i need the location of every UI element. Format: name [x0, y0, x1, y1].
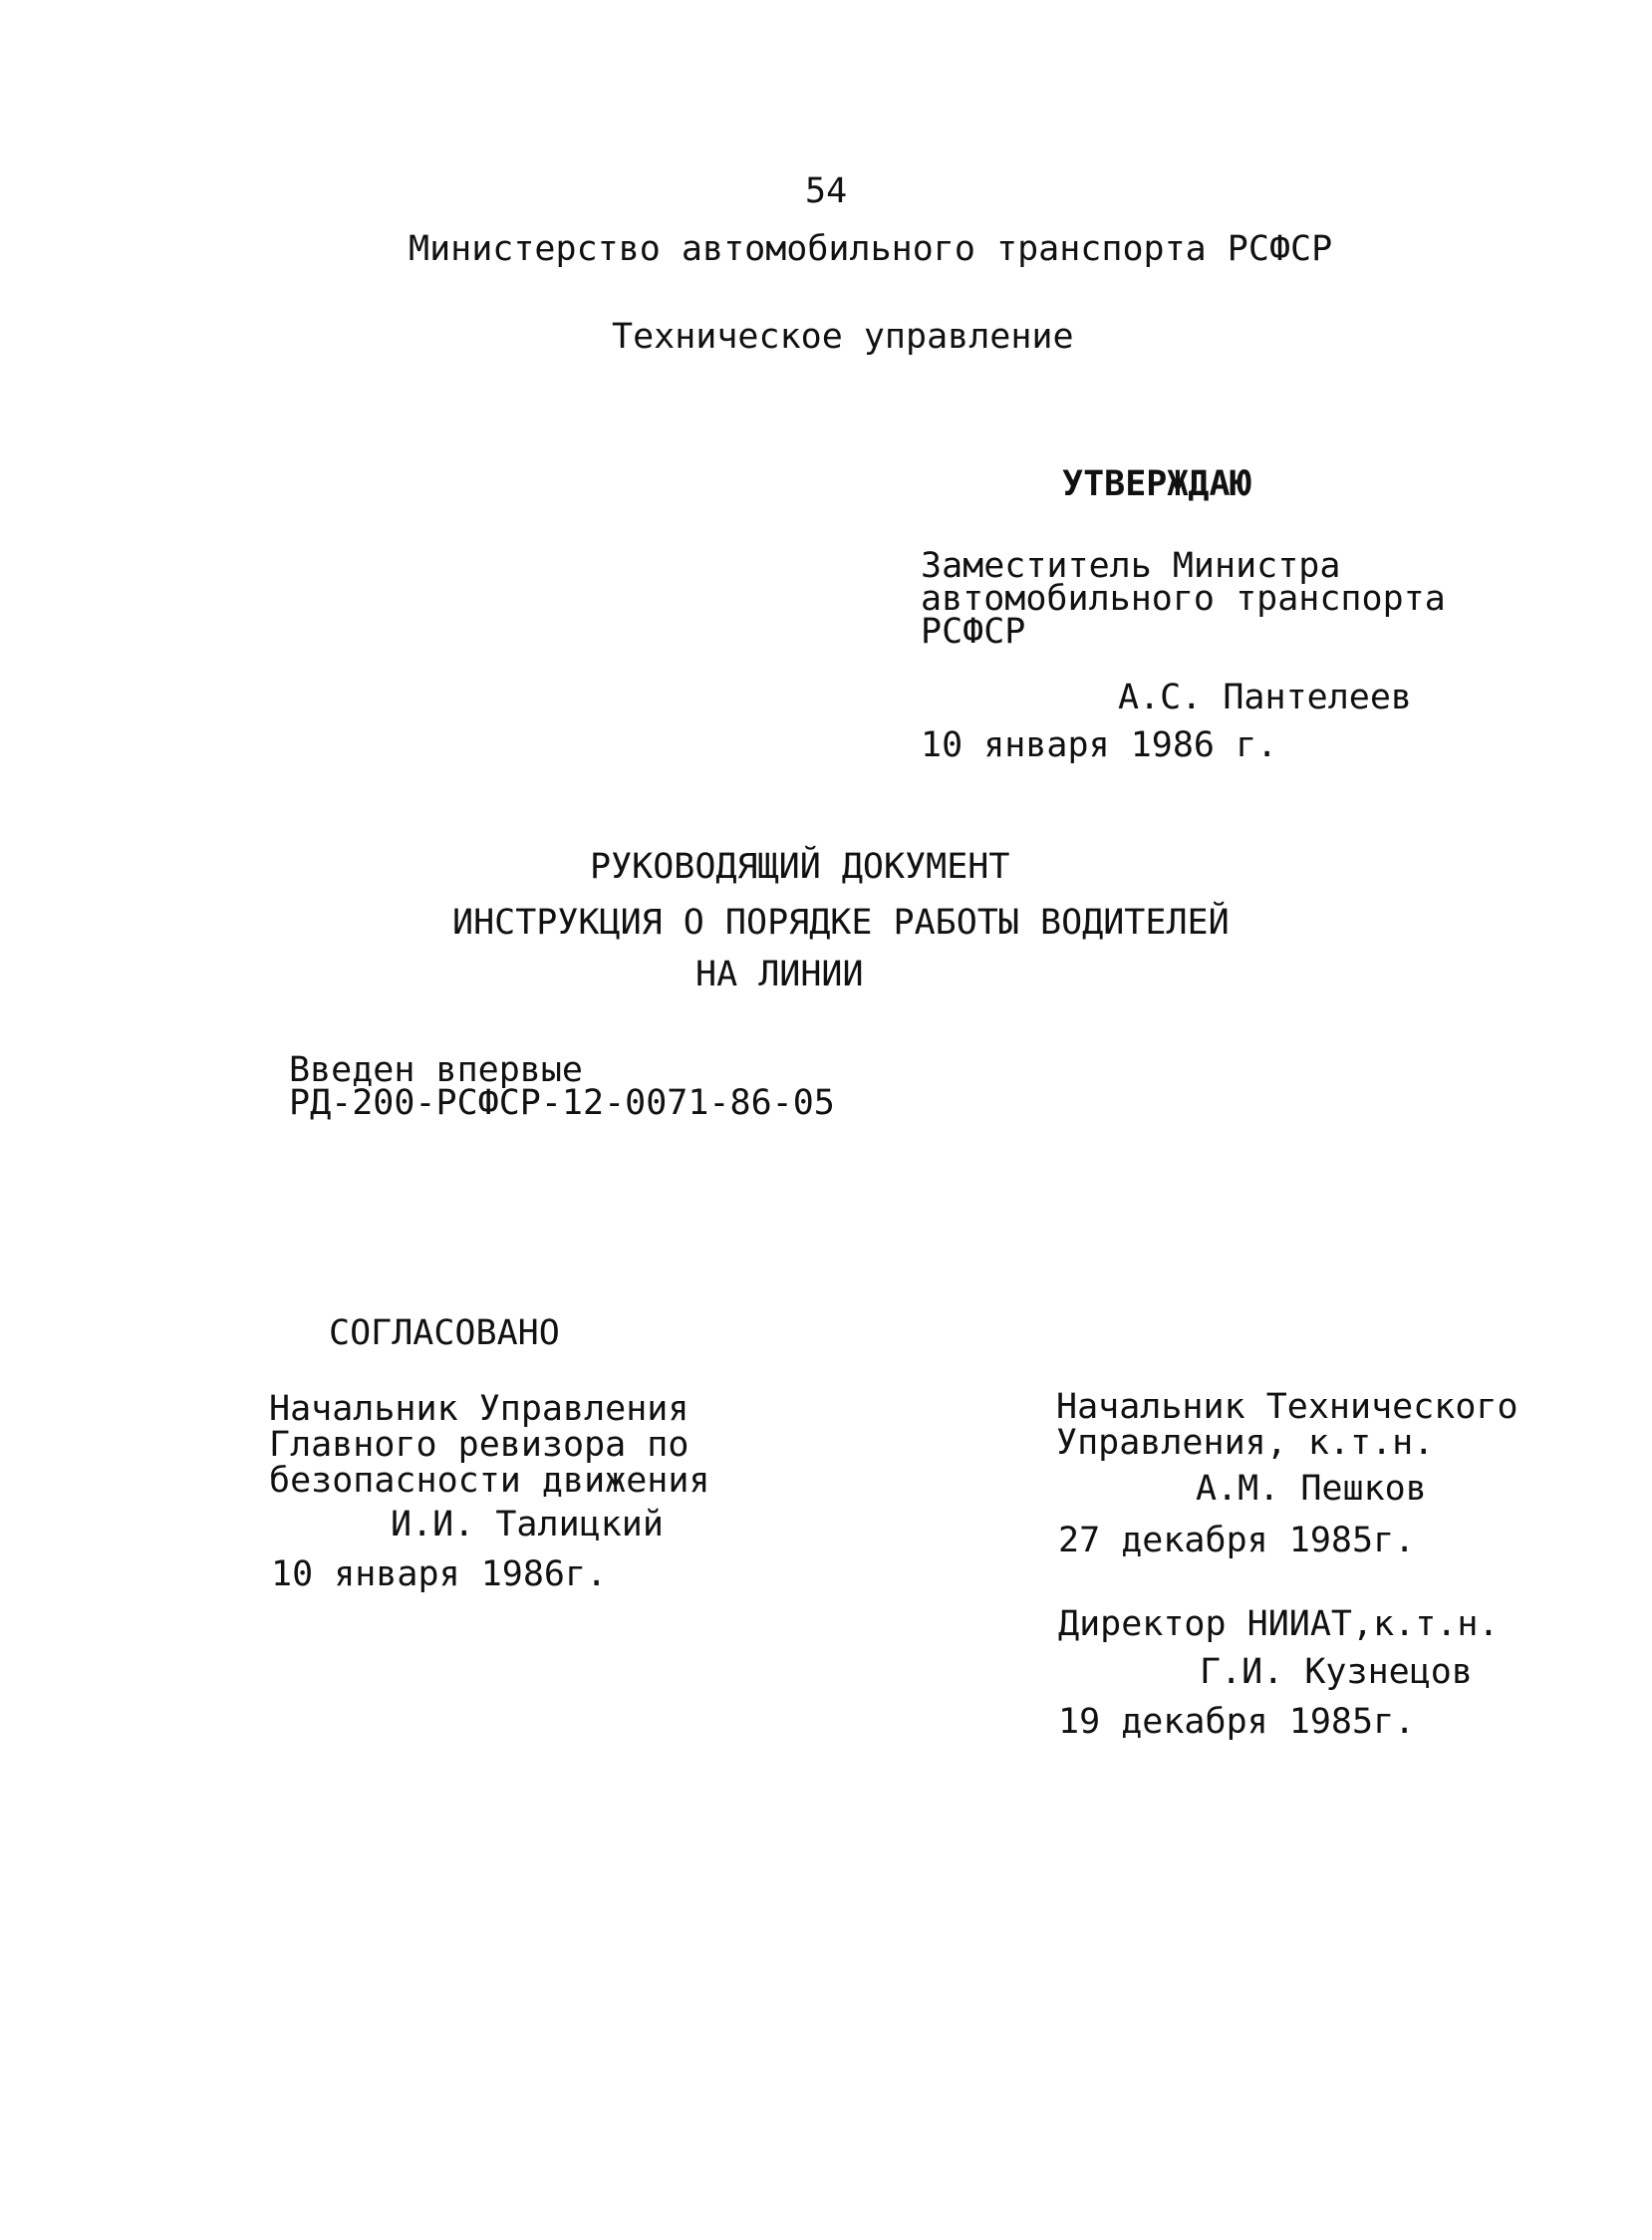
- approver-title-line: автомобильного транспорта: [921, 579, 1446, 619]
- approver-title-line: РСФСР: [921, 612, 1026, 652]
- document-title-line: НА ЛИНИИ: [695, 955, 864, 994]
- right-signatory-name: Г.И. Кузнецов: [1200, 1652, 1473, 1692]
- signatory-title-line: безопасности движения: [269, 1461, 710, 1501]
- left-signatory-name: И.И. Талицкий: [391, 1505, 664, 1544]
- approval-label: УТВЕРЖДАЮ: [1062, 464, 1251, 504]
- introduced-note: Введен впервые: [289, 1050, 584, 1090]
- right-signatory-date: 27 декабря 1985г.: [1058, 1521, 1416, 1560]
- left-signatory-date: 10 января 1986г.: [271, 1554, 608, 1594]
- signatory-title-line: Управления, к.т.н.: [1056, 1423, 1435, 1463]
- document-type: РУКОВОДЯЩИЙ ДОКУМЕНТ: [590, 847, 1010, 887]
- agreed-label: СОГЛАСОВАНО: [329, 1313, 560, 1353]
- approver-title: [921, 546, 1446, 652]
- approver-title-line: Заместитель Министра: [921, 546, 1341, 586]
- left-signatory-title: [269, 1391, 710, 1499]
- page-number: 54: [805, 171, 848, 211]
- ministry-name: Министерство автомобильного транспорта РСФСР: [409, 229, 1333, 269]
- signatory-title-line: Начальник Управления: [269, 1389, 689, 1429]
- document-code: РД-200-РСФСР-12-0071-86-05: [289, 1083, 835, 1123]
- document-title-line: ИНСТРУКЦИЯ О ПОРЯДКЕ РАБОТЫ ВОДИТЕЛЕЙ: [452, 903, 1230, 943]
- right-signatory-name: А.М. Пешков: [1196, 1469, 1427, 1509]
- document-code-block: [289, 1050, 835, 1123]
- signatory-title-line: Начальник Технического: [1056, 1387, 1518, 1427]
- right-signatory-date: 19 декабря 1985г.: [1058, 1702, 1416, 1742]
- department-name: Техническое управление: [612, 317, 1074, 357]
- signatory-title-line: Главного ревизора по: [269, 1425, 689, 1465]
- right-signatory-title: [1058, 1604, 1500, 1644]
- right-signatory-title: [1056, 1389, 1518, 1461]
- approval-date: 10 января 1986 г.: [921, 725, 1278, 765]
- approver-name: А.С. Пантелеев: [1118, 678, 1413, 717]
- signatory-title-line: Директор НИИАТ,к.т.н.: [1058, 1604, 1500, 1644]
